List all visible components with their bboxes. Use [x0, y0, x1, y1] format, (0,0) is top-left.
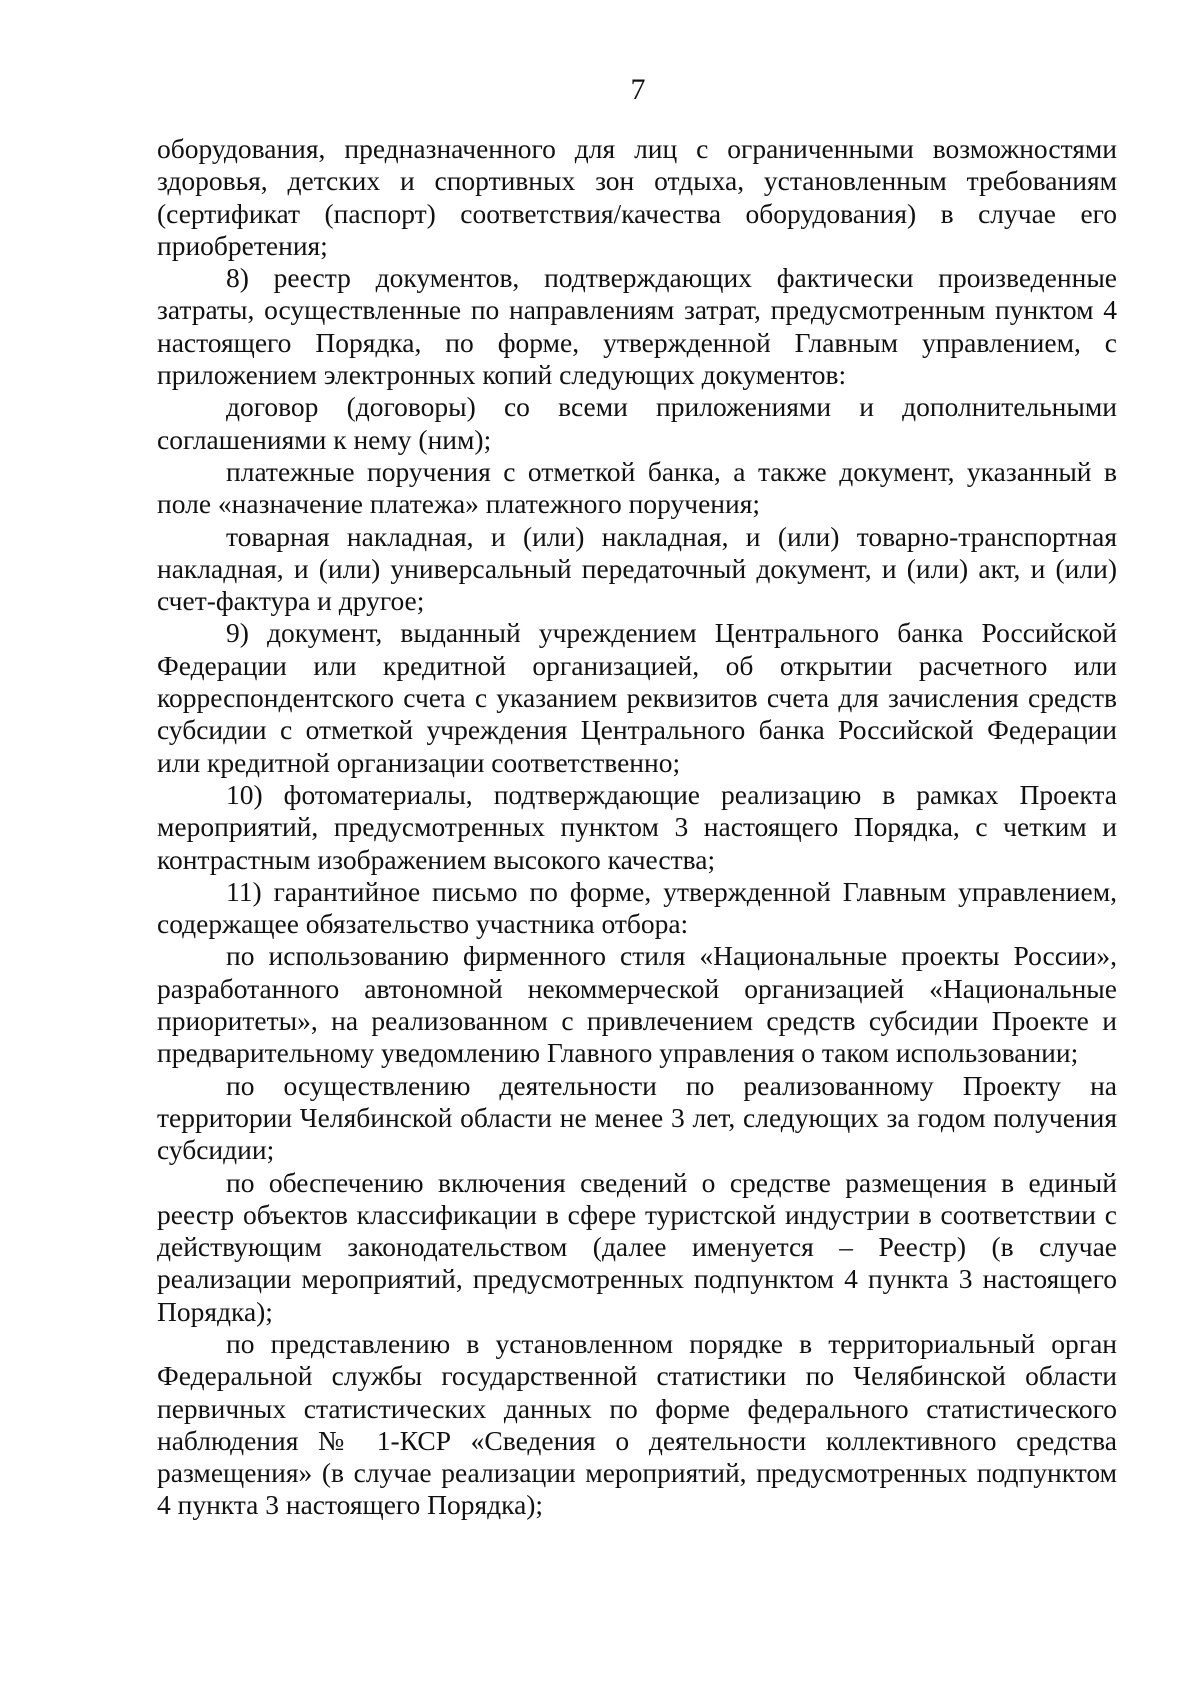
paragraph-item-9: 9) документ, выданный учреждением Центрального банка Российской Федерации или кредитной организацией, об открытии расчетного или корреспондентского счета с указанием реквизитов счета для зачисления средств субсидии с отметкой учреждения Центрального банка Российской Федерации или кредитной организации соответственно; [157, 617, 1117, 778]
paragraph-brand-style: по использованию фирменного стиля «Национальные проекты России», разработанного автономной некоммерческой организацией «Национальные приоритеты», на реализованном с привлечением средств субсидии Проекте и предварительному уведомлению Главного управления о таком использовании; [157, 940, 1117, 1069]
document-body [157, 133, 1117, 1522]
paragraph-payment-orders: платежные поручения с отметкой банка, а также документ, указанный в поле «назначение платежа» платежного поручения; [157, 455, 1117, 520]
paragraph-equipment-continuation: оборудования, предназначенного для лиц с ограниченными возможностями здоровья, детских и спортивных зон отдыха, установленным требованиям (сертификат (паспорт) соответствия/качества оборудования) в случае его приобретения; [157, 133, 1117, 261]
paragraph-invoices: товарная накладная, и (или) накладная, и (или) товарно-транспортная накладная, и (или) универсальный передаточный документ, и (или) акт, и (или) счет-фактура и другое; [157, 520, 1117, 617]
paragraph-statistics: по представлению в установленном порядке в территориальный орган Федеральной службы государственной статистики по Челябинской области первичных статистических данных по форме федерального статистического наблюдения № 1-КСР «Сведения о деятельности коллективного средства размещения» (в случае реализации мероприятий, предусмотренных подпунктом 4 пункта 3 настоящего Порядка); [157, 1327, 1117, 1521]
paragraph-item-10: 10) фотоматериалы, подтверждающие реализацию в рамках Проекта мероприятий, предусмотренных пунктом 3 настоящего Порядка, с четким и контрастным изображением высокого качества; [157, 778, 1117, 875]
paragraph-item-11: 11) гарантийное письмо по форме, утвержденной Главным управлением, содержащее обязательство участника отбора: [157, 875, 1117, 940]
paragraph-contracts: договор (договоры) со всеми приложениями и дополнительными соглашениями к нему (ним); [157, 391, 1117, 455]
paragraph-registry: по обеспечению включения сведений о средстве размещения в единый реестр объектов классификации в сфере туристской индустрии в соответствии с действующим законодательством (далее именуется – Реестр) (в случае реализации мероприятий, предусмотренных подпунктом 4 пункта 3 настоящего Порядка); [157, 1166, 1117, 1327]
paragraph-activity-period: по осуществлению деятельности по реализованному Проекту на территории Челябинской области не менее 3 лет, следующих за годом получения субсидии; [157, 1069, 1117, 1166]
page-number: 7 [630, 73, 646, 106]
paragraph-item-8: 8) реестр документов, подтверждающих фактически произведенные затраты, осуществленные по направлениям затрат, предусмотренным пунктом 4 настоящего Порядка, по форме, утвержденной Главным управлением, с приложением электронных копий следующих документов: [157, 262, 1117, 391]
